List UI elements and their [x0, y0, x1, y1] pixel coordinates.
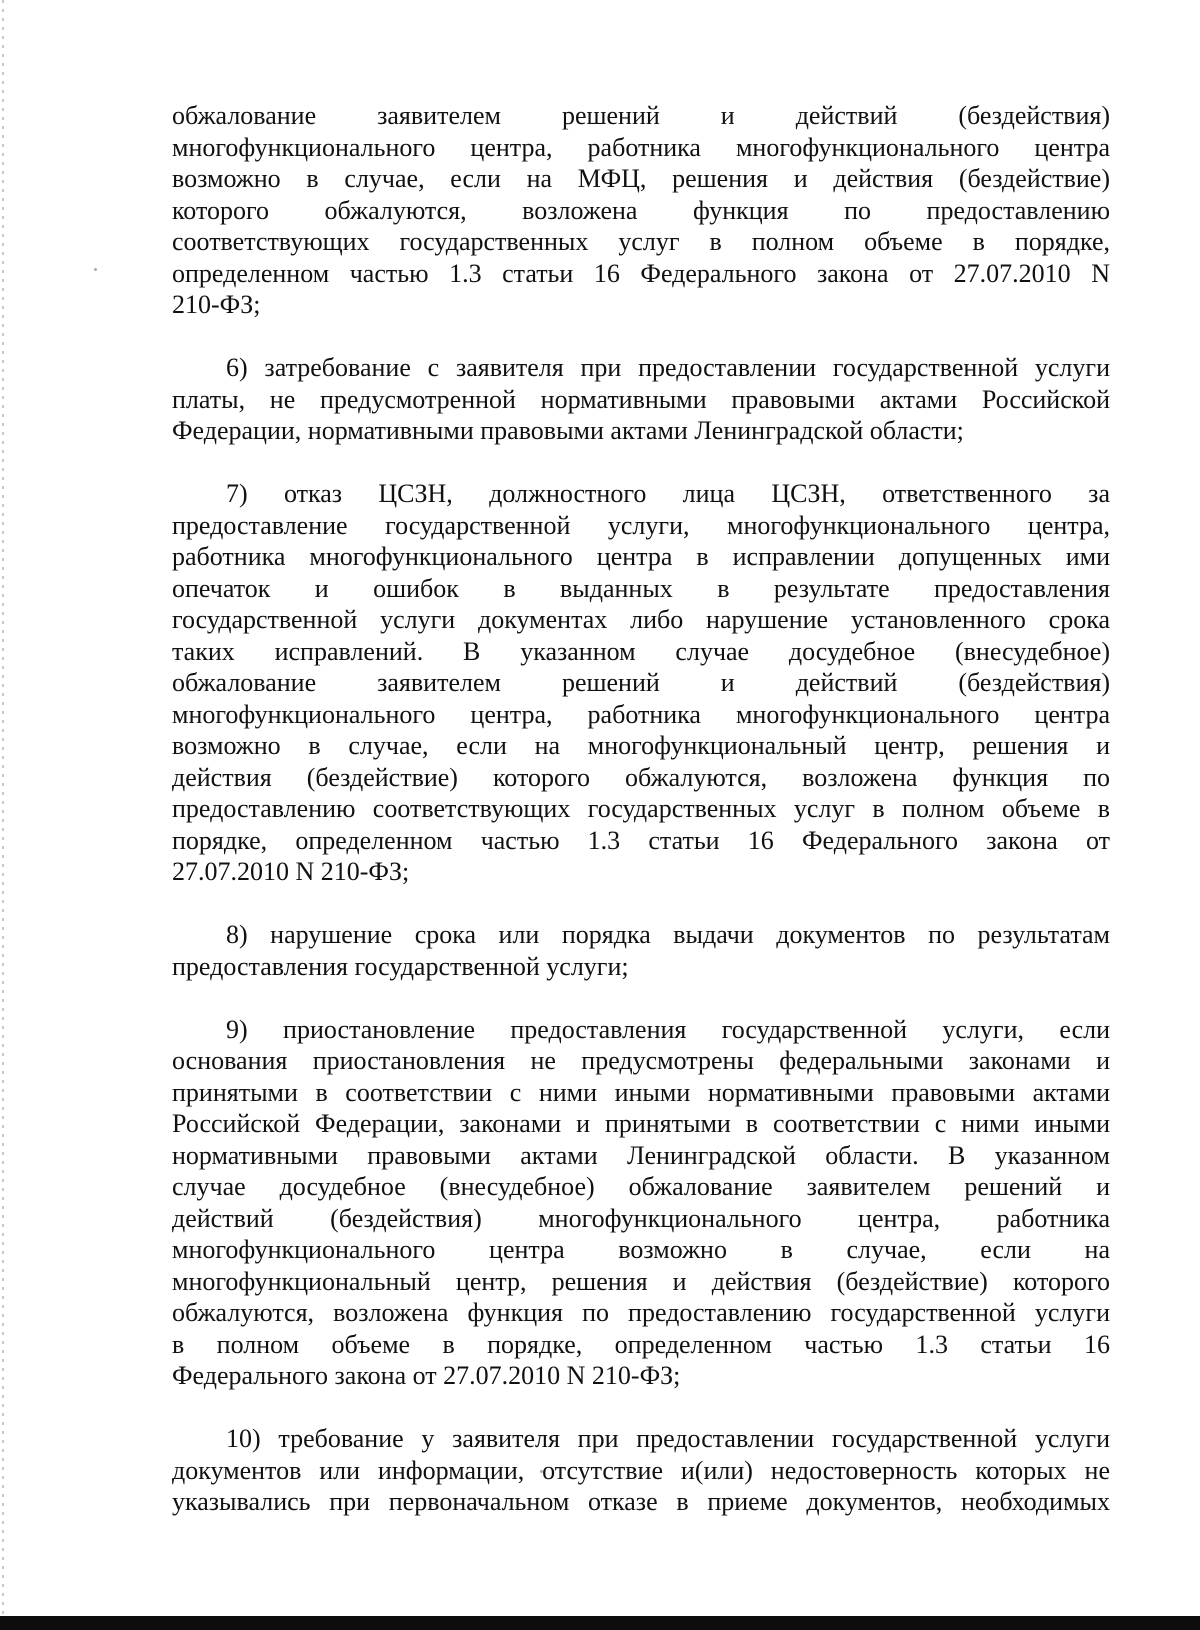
text-line: 6) затребование с заявителя при предоставлении государственной услуги	[226, 353, 1110, 382]
text-line: многофункционального центра, работника многофункционального центра	[172, 132, 1110, 162]
text-line: 7) отказ ЦСЗН, должностного лица ЦСЗН, ответственного за	[226, 479, 1110, 508]
text-line: 8) нарушение срока или порядка выдачи документов по результатам	[226, 920, 1110, 949]
text-line: действия (бездействие) которого обжалуются, возложена функция по	[172, 762, 1110, 792]
text-line: предоставлению соответствующих государственных услуг в полном объеме в	[172, 794, 1110, 823]
scan-edge-left	[2, 0, 4, 1630]
text-line: случае досудебное (внесудебное) обжалование заявителем решений и	[172, 1172, 1110, 1201]
text-line: работника многофункционального центра в исправлении допущенных ими	[172, 542, 1110, 571]
text-line: в полном объеме в порядке, определенном частью 1.3 статьи 16	[172, 1329, 1110, 1359]
scan-edge-bottom	[0, 1616, 1200, 1630]
text-line: определенном частью 1.3 статьи 16 Федерального закона от 27.07.2010 N	[172, 258, 1110, 288]
text-line: обжалование заявителем решений и действий (бездействия)	[172, 668, 1110, 697]
text-line: действий (бездействия) многофункционального центра, работника	[172, 1203, 1110, 1233]
paragraph-continuation	[172, 100, 1110, 321]
text-line: многофункциональный центр, решения и действия (бездействие) которого	[172, 1266, 1110, 1296]
text-line: таких исправлений. В указанном случае досудебное (внесудебное)	[172, 636, 1110, 666]
text-line: возможно в случае, если на МФЦ, решения и действия (бездействие)	[172, 164, 1110, 193]
text-line: обжалование заявителем решений и действий (бездействия)	[172, 101, 1110, 130]
text-line: соответствующих государственных услуг в полном объеме в порядке,	[172, 227, 1110, 256]
text-line: порядке, определенном частью 1.3 статьи 16 Федерального закона от	[172, 825, 1110, 855]
text-line: документов или информации, отсутствие и(или) недостоверность которых не	[172, 1455, 1110, 1485]
text-line: многофункционального центра, работника многофункционального центра	[172, 699, 1110, 729]
text-line: 27.07.2010 N 210-ФЗ;	[172, 857, 410, 886]
paragraph-item-8	[172, 919, 1110, 982]
text-line: предоставления государственной услуги;	[172, 951, 629, 981]
text-line: 9) приостановление предоставления государственной услуги, если	[226, 1014, 1110, 1044]
paragraph-item-9	[172, 1014, 1110, 1392]
text-line: платы, не предусмотренной нормативными правовыми актами Российской	[172, 384, 1110, 414]
text-line: предоставление государственной услуги, многофункционального центра,	[172, 510, 1110, 540]
scan-speck	[94, 268, 97, 271]
text-line: государственной услуги документах либо нарушение установленного срока	[172, 605, 1110, 634]
text-line: нормативными правовыми актами Ленинградской области. В указанном	[172, 1140, 1110, 1170]
document-page	[172, 100, 1110, 1549]
text-line: Федерального закона от 27.07.2010 N 210-ФЗ;	[172, 1361, 681, 1390]
text-line: 210-ФЗ;	[172, 290, 261, 319]
paragraph-item-6	[172, 352, 1110, 447]
text-line: которого обжалуются, возложена функция по предоставлению	[172, 195, 1110, 225]
text-line: основания приостановления не предусмотрены федеральными законами и	[172, 1046, 1110, 1075]
text-line: указывались при первоначальном отказе в приеме документов, необходимых	[172, 1487, 1110, 1516]
paragraph-item-7	[172, 478, 1110, 888]
text-line: многофункционального центра возможно в случае, если на	[172, 1235, 1110, 1264]
text-line: Федерации, нормативными правовыми актами Ленинградской области;	[172, 416, 964, 445]
paragraph-item-10	[172, 1423, 1110, 1518]
text-line: Российской Федерации, законами и принятыми в соответствии с ними иными	[172, 1109, 1110, 1138]
text-line: обжалуются, возложена функция по предоставлению государственной услуги	[172, 1298, 1110, 1327]
text-line: 10) требование у заявителя при предоставлении государственной услуги	[226, 1424, 1110, 1453]
text-line: опечаток и ошибок в выданных в результате предоставления	[172, 573, 1110, 603]
text-line: возможно в случае, если на многофункциональный центр, решения и	[172, 731, 1110, 760]
text-line: принятыми в соответствии с ними иными нормативными правовыми актами	[172, 1077, 1110, 1107]
